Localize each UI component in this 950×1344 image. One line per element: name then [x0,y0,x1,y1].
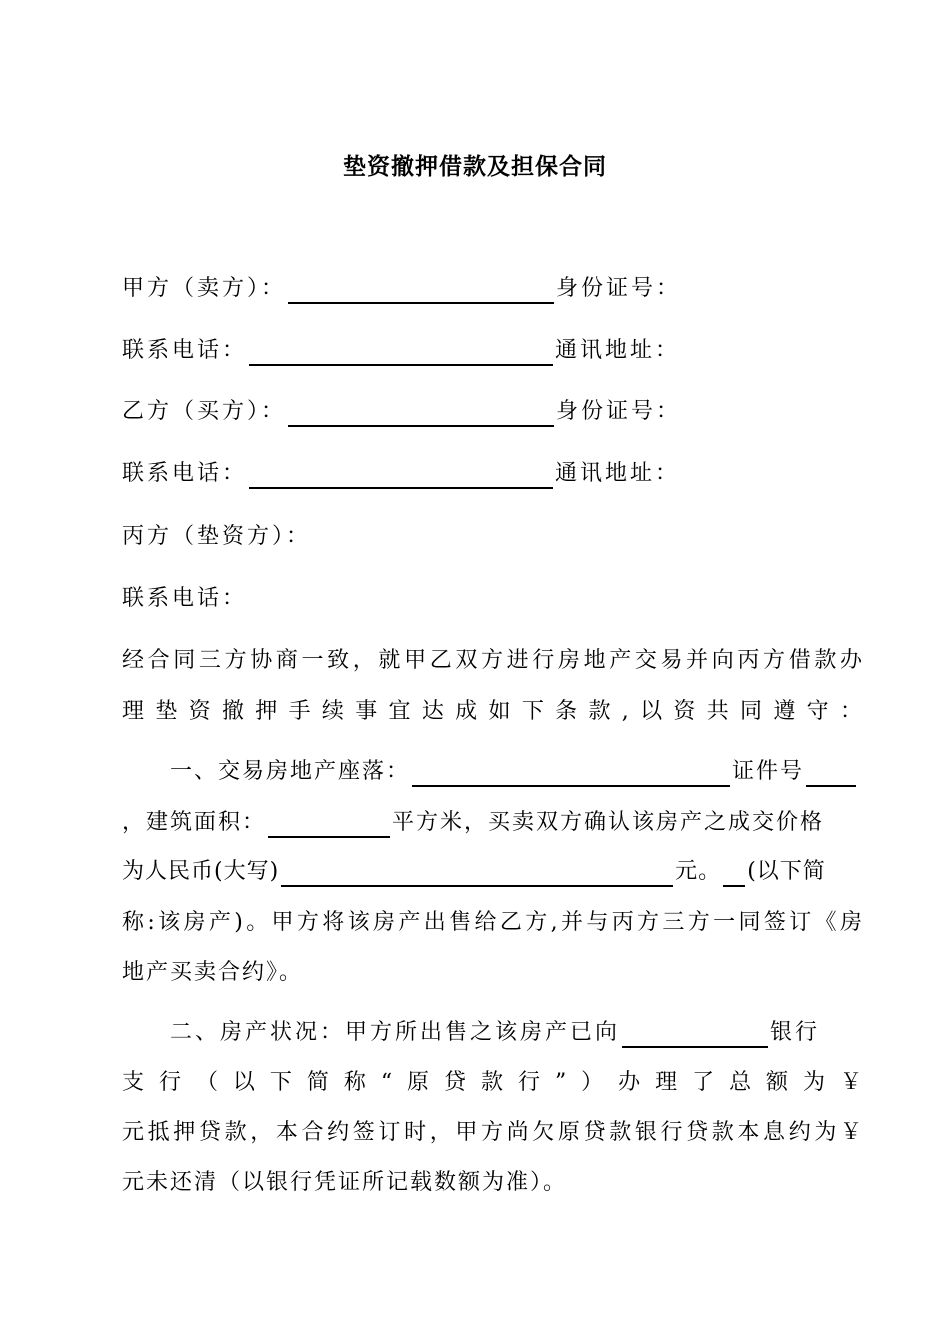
clause2-line-1 [170,1018,820,1048]
party-b-id-label: 身份证号： [556,399,682,424]
clause1-line-2 [122,808,824,838]
clause2-bank-label: 银行 [770,1020,821,1045]
party-b-contact-line [122,459,680,489]
clause2-line-2: 支行（以下简称“原贷款行”）办理了总额为￥ [122,1070,862,1095]
party-a-address-label: 通讯地址： [555,338,681,363]
clause2-line-3: 元抵押贷款，本合约签订时，甲方尚欠原贷款银行贷款本息约为￥ [122,1120,862,1145]
party-c-label: 丙方（垫资方）： [122,524,312,549]
party-b-phone-label: 联系电话： [122,461,248,486]
clause1-cert-label: 证件号 [732,759,805,784]
clause1-abbrev-text: (以下简 [747,859,826,884]
intro-line-1: 经合同三方协商一致，就甲乙双方进行房地产交易并向丙方借款办 [122,648,862,673]
building-area-blank[interactable] [268,812,390,838]
party-a-phone-blank[interactable] [249,340,553,366]
clause1-line-4: 称:该房产)。甲方将该房产出售给乙方,并与丙方三方一同签订《房 [122,910,862,935]
clause2-status-text: 二、房产状况：甲方所出售之该房产已向 [170,1020,621,1045]
clause1-area-label: ，建筑面积： [122,810,267,835]
clause1-location-label: 一、交易房地产座落： [170,759,411,784]
party-b-name-blank[interactable] [288,401,554,427]
party-a-id-label: 身份证号： [556,276,682,301]
clause1-yuan-text: 元。 [675,859,722,884]
party-b-address-label: 通讯地址： [555,461,681,486]
party-a-contact-line [122,336,680,366]
price-extra-blank[interactable] [723,861,745,887]
party-a-line [122,274,681,304]
party-c-phone-label: 联系电话： [122,586,248,611]
clause1-line-1 [170,757,858,787]
party-b-label: 乙方（买方）： [122,399,287,424]
certificate-number-blank[interactable] [806,761,856,787]
party-b-phone-blank[interactable] [249,463,553,489]
clause1-line-5: 地产买卖合约》。 [122,960,304,985]
property-location-blank[interactable] [412,761,730,787]
price-uppercase-blank[interactable] [281,861,673,887]
party-b-line [122,397,681,427]
clause1-rmb-label: 为人民币(大写) [122,859,280,884]
clause1-line-3 [122,857,826,887]
party-a-phone-label: 联系电话： [122,338,248,363]
party-a-label: 甲方（卖方）： [122,276,287,301]
party-a-name-blank[interactable] [288,278,554,304]
party-c-contact-line [122,584,247,614]
clause1-price-text: 平方米，买卖双方确认该房产之成交价格 [392,810,825,835]
bank-name-blank[interactable] [622,1022,768,1048]
intro-line-2: 理垫资撤押手续事宜达成如下条款,以资共同遵守： [122,699,862,724]
clause2-line-4: 元未还清（以银行凭证所记载数额为准）。 [122,1170,568,1195]
document-title: 垫资撤押借款及担保合同 [343,153,607,180]
party-c-line [122,522,311,552]
